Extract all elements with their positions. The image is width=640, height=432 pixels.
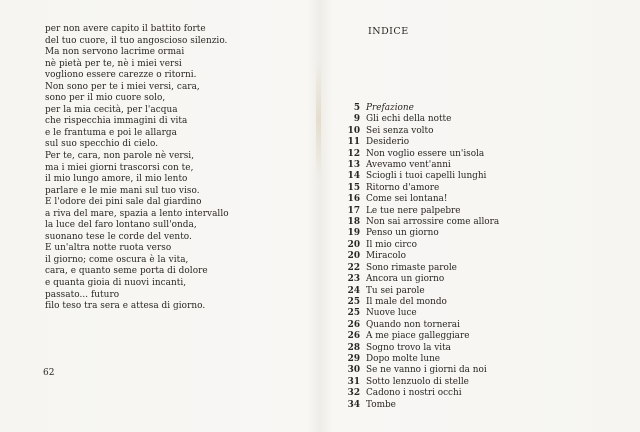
index-entry xyxy=(340,365,610,376)
index-entry-page: 12 xyxy=(347,148,360,159)
index-entry-page: 20 xyxy=(347,251,360,262)
poem-line: il giorno; come oscura è la vita, xyxy=(45,254,189,265)
poem-line: parlare e le mie mani sul tuo viso. xyxy=(45,185,200,196)
index-entry-page: 32 xyxy=(347,388,360,399)
index-entry xyxy=(340,114,610,125)
poem-line: sul suo specchio di cielo. xyxy=(45,139,159,150)
index-entry xyxy=(340,137,610,148)
poem-line: Per te, cara, non parole nè versi, xyxy=(45,151,195,162)
index-entry-title: Le tue nere palpebre xyxy=(366,205,461,216)
index-entry-title: Dopo molte lune xyxy=(366,353,441,364)
index-entry-page: 22 xyxy=(347,262,360,273)
index-entry-title: Avevamo vent'anni xyxy=(366,160,451,171)
index-entry xyxy=(340,160,610,171)
poem-line: nè pietà per te, nè i miei versi xyxy=(45,58,182,69)
index-entry-title: Sono rimaste parole xyxy=(366,262,457,273)
index-entry-page: 5 xyxy=(353,103,360,113)
index-entry xyxy=(340,388,610,399)
page-number: 62 xyxy=(43,368,55,378)
index-list xyxy=(340,103,610,411)
index-entry-title: Cadono i nostri occhi xyxy=(366,388,462,399)
index-entry xyxy=(340,400,610,411)
index-entry-title: Sciogli i tuoi capelli lunghi xyxy=(366,171,487,182)
index-entry xyxy=(340,228,610,239)
index-entry xyxy=(340,194,610,205)
poem-line: Ma non servono lacrime ormai xyxy=(45,47,185,58)
index-entry-page: 14 xyxy=(347,171,360,182)
index-entry-title: A me piace galleggiare xyxy=(366,331,470,342)
poem-line: E un'altra notte ruota verso xyxy=(45,243,172,254)
index-entry-title: Prefazione xyxy=(366,103,414,113)
index-entry-page: 9 xyxy=(353,114,360,125)
index-entry-page: 26 xyxy=(347,319,360,330)
index-entry-title: Penso un giorno xyxy=(366,228,439,239)
poem-text xyxy=(45,24,295,313)
index-entry-title: Tu sei parole xyxy=(366,285,425,296)
gutter-stain xyxy=(316,60,321,180)
poem-line: che rispecchia immagini di vita xyxy=(45,116,188,127)
index-entry xyxy=(340,149,610,160)
index-entry-title: Quando non tornerai xyxy=(366,319,460,330)
index-entry-page: 26 xyxy=(347,331,360,342)
index-entry-title: Il male del mondo xyxy=(366,296,447,307)
index-entry xyxy=(340,331,610,342)
index-entry xyxy=(340,286,610,297)
index-entry-title: Il mio circo xyxy=(366,239,417,250)
index-entry-page: 19 xyxy=(347,228,360,239)
poem-line: vogliono essere carezze o ritorni. xyxy=(45,70,197,81)
index-entry-page: 34 xyxy=(347,399,360,410)
poem-line: ma i miei giorni trascorsi con te, xyxy=(45,162,194,173)
index-entry-title: Sogno trovo la vita xyxy=(366,342,451,353)
index-entry-title: Come sei lontana! xyxy=(366,194,448,205)
index-entry-page: 25 xyxy=(347,296,360,307)
index-entry xyxy=(340,240,610,251)
index-entry xyxy=(340,206,610,217)
index-entry xyxy=(340,251,610,262)
poem-line: il mio lungo amore, il mio lento xyxy=(45,174,188,185)
index-entry-page: 29 xyxy=(347,353,360,364)
index-entry-title: Nuove luce xyxy=(366,308,417,319)
index-entry-title: Ritorno d'amore xyxy=(366,182,440,193)
index-entry-page: 28 xyxy=(347,342,360,353)
poem-line: suonano tese le corde del vento. xyxy=(45,231,192,242)
index-entry xyxy=(340,183,610,194)
index-entry xyxy=(340,377,610,388)
index-title: INDICE xyxy=(368,26,409,37)
poem-line: cara, e quanto seme porta di dolore xyxy=(45,266,208,277)
index-entry-title: Non sai arrossire come allora xyxy=(366,217,500,228)
index-entry xyxy=(340,263,610,274)
poem-line: passato... futuro xyxy=(45,289,120,300)
index-entry xyxy=(340,274,610,285)
index-entry xyxy=(340,217,610,228)
index-entry xyxy=(340,103,610,114)
index-entry-title: Non voglio essere un'isola xyxy=(366,148,485,159)
poem-line: e le frantuma e poi le allarga xyxy=(45,127,177,138)
index-entry-title: Ancora un giorno xyxy=(366,274,445,285)
index-entry-page: 31 xyxy=(347,376,360,387)
index-entry-page: 16 xyxy=(347,194,360,205)
poem-line: del tuo cuore, il tuo angoscioso silenzio. xyxy=(45,35,228,46)
index-entry-title: Gli echi della notte xyxy=(366,114,452,125)
index-entry-page: 25 xyxy=(347,308,360,319)
poem-line: a riva del mare, spazia a lento intervallo xyxy=(45,208,229,219)
index-entry-page: 30 xyxy=(347,365,360,376)
index-entry-title: Sotto lenzuolo di stelle xyxy=(366,376,469,387)
index-entry xyxy=(340,308,610,319)
index-entry-title: Miracolo xyxy=(366,251,406,262)
index-entry-title: Desiderio xyxy=(366,137,410,148)
index-entry-page: 10 xyxy=(347,125,360,136)
index-entry-page: 17 xyxy=(347,205,360,216)
poem-line: filo teso tra sera e attesa di giorno. xyxy=(45,301,206,312)
index-entry-title: Tombe xyxy=(366,399,396,410)
poem-line: per la mia cecità, per l'acqua xyxy=(45,104,178,115)
index-entry xyxy=(340,320,610,331)
index-entry-title: Sei senza volto xyxy=(366,125,434,136)
poem-line: Non sono per te i miei versi, cara, xyxy=(45,81,200,92)
poem-line: la luce del faro lontano sull'onda, xyxy=(45,220,197,231)
index-entry-page: 15 xyxy=(347,182,360,193)
index-entry-page: 18 xyxy=(347,217,360,228)
poem-line: sono per il mio cuore solo, xyxy=(45,93,166,104)
index-entry-page: 13 xyxy=(347,160,360,171)
index-entry xyxy=(340,354,610,365)
index-entry xyxy=(340,297,610,308)
poem-line: e quanta gioia di nuovi incanti, xyxy=(45,278,187,289)
index-entry-page: 11 xyxy=(347,137,360,148)
index-entry-page: 24 xyxy=(347,285,360,296)
index-entry xyxy=(340,171,610,182)
poem-line: per non avere capito il battito forte xyxy=(45,24,206,34)
index-entry-page: 20 xyxy=(347,239,360,250)
index-entry xyxy=(340,343,610,354)
index-entry-page: 23 xyxy=(347,274,360,285)
poem-line: E l'odore dei pini sale dal giardino xyxy=(45,197,202,208)
index-entry xyxy=(340,126,610,137)
index-entry-title: Se ne vanno i giorni da noi xyxy=(366,365,487,376)
